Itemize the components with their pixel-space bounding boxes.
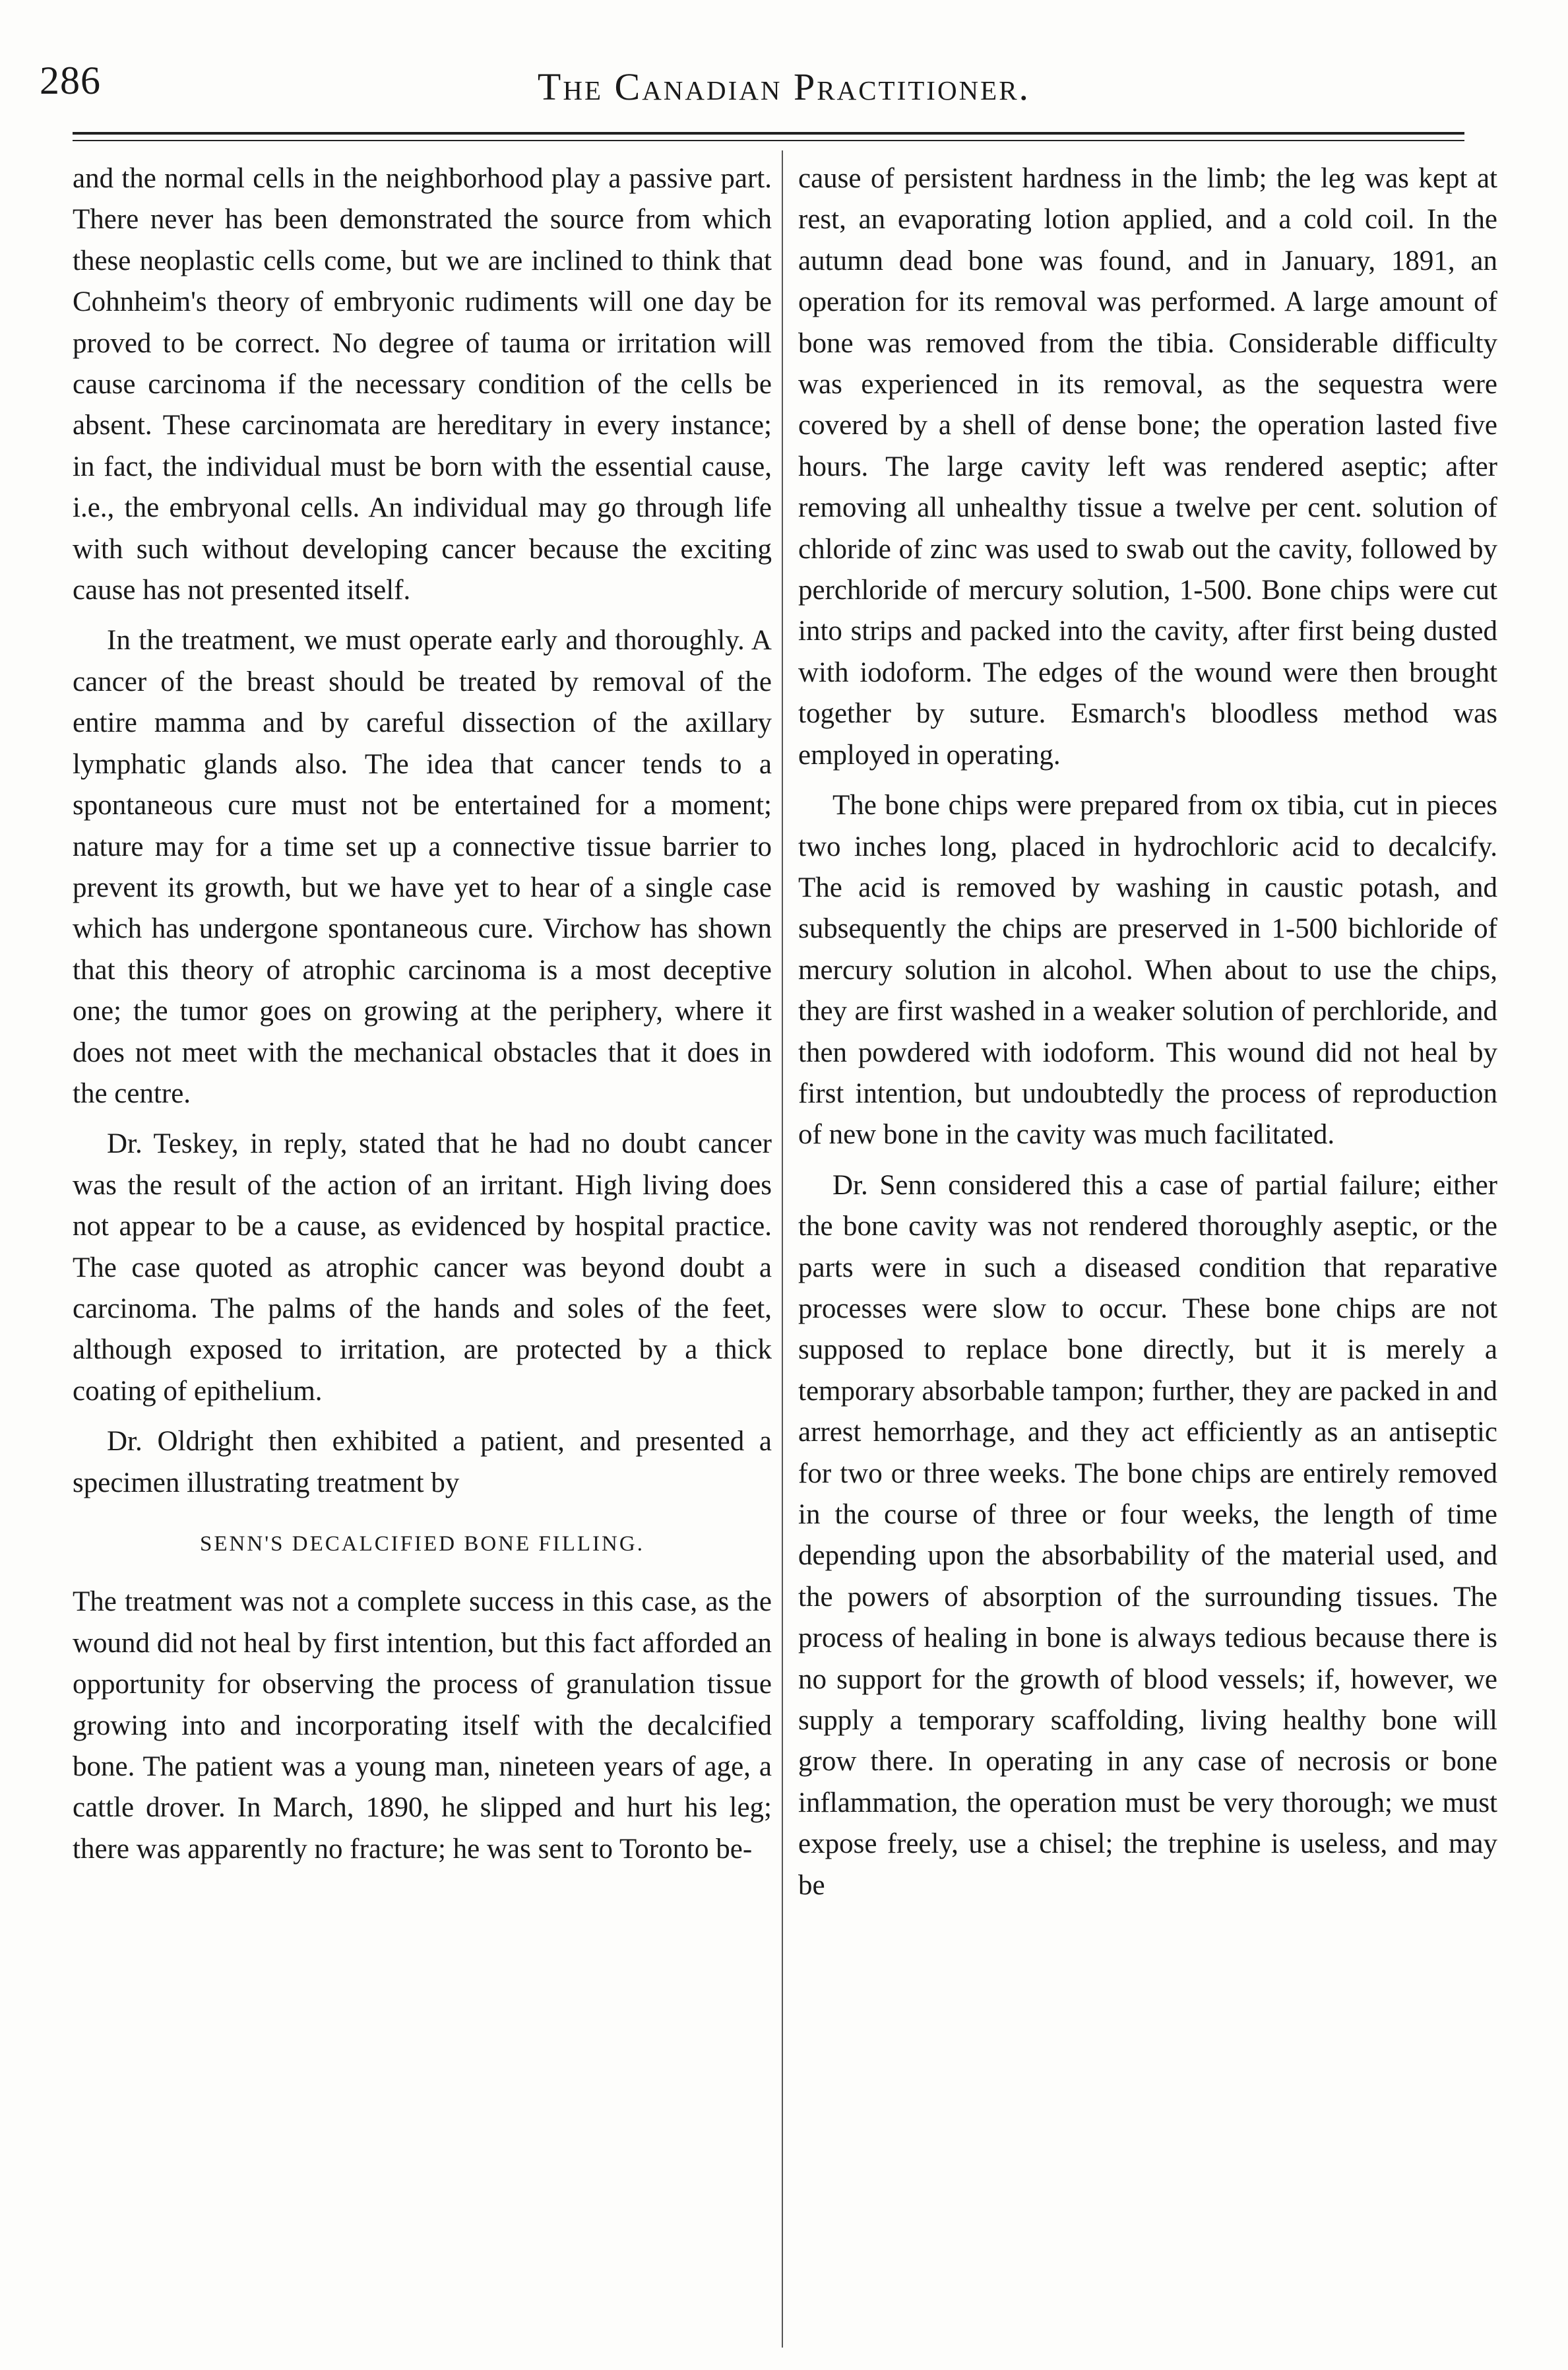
- header-rule-thin: [73, 140, 1464, 141]
- paragraph: and the normal cells in the neighborhood play a passive part. There never has been demonstrated the source from which these neoplastic cells come, but we are inclined to think that Cohnheim's theory of embryonic rudiments will one day be proved to be correct. No degree of tauma or irritation will cause carcinoma if the necessary condition of the cells be absent. These carcinomata are hereditary in every instance; in fact, the individual must be born with the essential cause, i.e., the embryonal cells. An individual may go through life with such without developing cancer because the exciting cause has not presented itself.: [73, 163, 772, 606]
- page-number: 286: [40, 59, 101, 102]
- section-heading: SENN'S DECALCIFIED BONE FILLING.: [200, 1532, 644, 1556]
- left-column: [73, 158, 772, 1870]
- running-title: The Canadian Practitioner.: [537, 65, 1031, 108]
- paragraph: Dr. Senn considered this a case of partial failure; either the bone cavity was not rendered thoroughly aseptic, or the parts were in such a diseased condition that reparative processes were slow to occur. These bone chips are not supposed to replace bone directly, but it is merely a temporary absorbable tampon; further, they are packed in and arrest hemorrhage, and they act efficiently as an antiseptic for two or three weeks. The bone chips are entirely removed in the course of three or four weeks, the length of time depending upon the absorbability of the material used, and the powers of absorption of the surrounding tissues. The process of healing in bone is always tedious because there is no support for the growth of blood vessels; if, however, we supply a temporary scaffolding, living healthy bone will grow there. In operating in any case of necrosis or bone inflammation, the operation must be very thorough; we must expose freely, use a chisel; the trephine is useless, and may be: [798, 1169, 1497, 1901]
- header-rule-thick: [73, 132, 1464, 135]
- paragraph: The treatment was not a complete success in this case, as the wound did not heal by first intention, but this fact afforded an opportunity for observing the process of granulation tissue growing into and incorporating itself with the decalcified bone. The patient was a young man, nineteen years of age, a cattle drover. In March, 1890, he slipped and hurt his leg; there was apparently no fracture; he was sent to Toronto be-: [73, 1586, 772, 1865]
- paragraph: Dr. Oldright then exhibited a patient, and presented a specimen illustrating treatment by: [73, 1426, 772, 1498]
- right-column: [798, 158, 1497, 1906]
- paragraph: Dr. Teskey, in reply, stated that he had no doubt cancer was the result of the action of an irritant. High living does not appear to be a cause, as evidenced by hospital practice. The case quoted as atrophic cancer was beyond doubt a carcinoma. The palms of the hands and soles of the feet, although exposed to irritation, are protected by a thick coating of epithelium.: [73, 1128, 772, 1407]
- paragraph: In the treatment, we must operate early and thoroughly. A cancer of the breast should be treated by removal of the entire mamma and by careful dissection of the axillary lymphatic glands also. The idea that cancer tends to a spontaneous cure must not be entertained for a moment; nature may for a time set up a connective tissue barrier to prevent its growth, but we have yet to hear of a single case which has undergone spontaneous cure. Virchow has shown that this theory of atrophic carcinoma is a most deceptive one; the tumor goes on growing at the periphery, where it does not meet with the mechanical obstacles that it does in the centre.: [73, 625, 772, 1109]
- paragraph: The bone chips were prepared from ox tibia, cut in pieces two inches long, placed in hydrochloric acid to decalcify. The acid is removed by washing in caustic potash, and subsequently the chips are preserved in 1-500 bichloride of mercury solution in alcohol. When about to use the chips, they are first washed in a weaker solution of perchloride, and then powdered with iodoform. This wound did not heal by first intention, but undoubtedly the process of reproduction of new bone in the cavity was much facilitated.: [798, 790, 1497, 1151]
- paragraph: cause of persistent hardness in the limb; the leg was kept at rest, an evaporating lotion applied, and a cold coil. In the autumn dead bone was found, and in January, 1891, an operation for its removal was performed. A large amount of bone was removed from the tibia. Considerable difficulty was experienced in its removal, as the sequestra were covered by a shell of dense bone; the operation lasted five hours. The large cavity left was rendered aseptic; after removing all unhealthy tissue a twelve per cent. solution of chloride of zinc was used to swab out the cavity, followed by perchloride of mercury solution, 1-500. Bone chips were cut into strips and packed into the cavity, after first being dusted with iodoform. The edges of the wound were then brought together by suture. Esmarch's bloodless method was employed in operating.: [798, 163, 1497, 771]
- column-divider: [782, 150, 783, 2348]
